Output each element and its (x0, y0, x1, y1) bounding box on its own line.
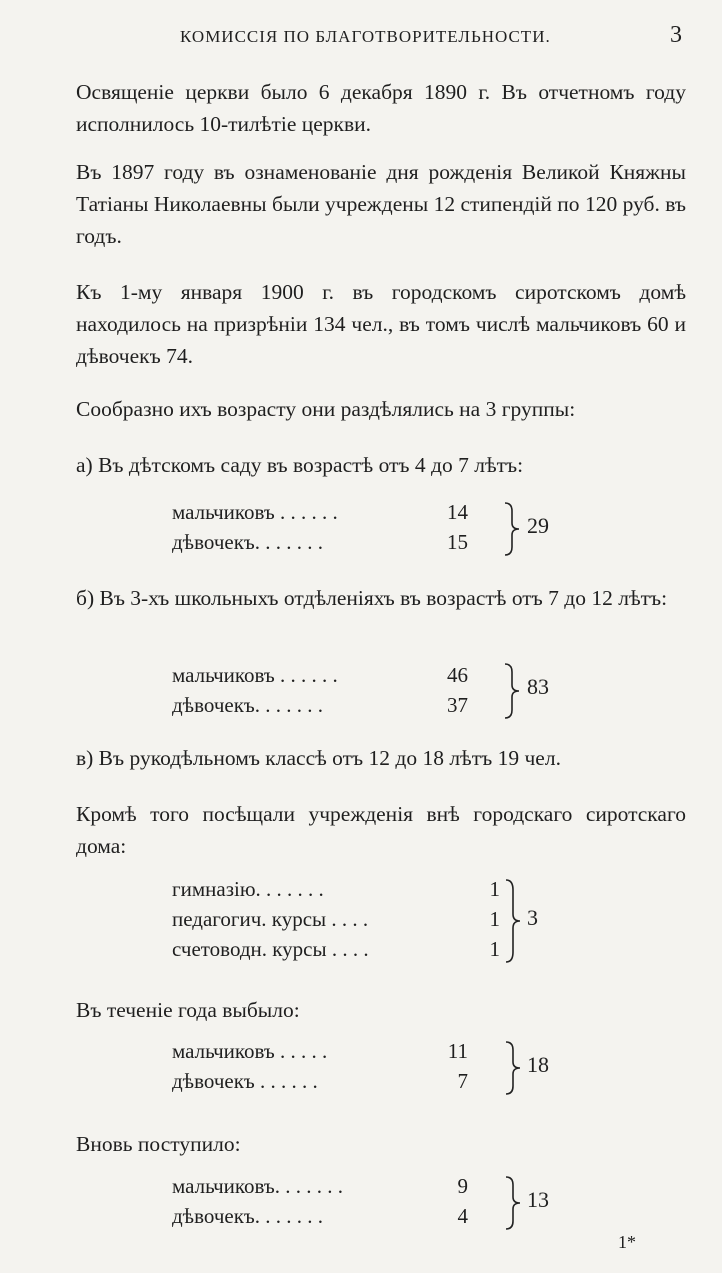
paragraph-external-institutions (36, 798, 686, 862)
count-value: 14 (447, 500, 468, 524)
count-row (172, 904, 500, 934)
count-label: счетоводн. курсы . . . . (172, 937, 369, 961)
page-number: 3 (670, 22, 682, 48)
paragraph-text: Въ 1897 году въ ознаменованіе дня рожденія Великой Княжны Татіаны Николаевны были учреждены 12 стипендій по 120 руб. въ годъ. (76, 160, 686, 248)
count-label: мальчиковъ . . . . . (172, 1039, 328, 1063)
count-value: 46 (447, 663, 468, 687)
count-label: гимназію. . . . . . . (172, 877, 324, 901)
count-value: 1 (489, 907, 500, 931)
paragraph-departed (36, 994, 686, 1026)
count-value: 37 (447, 693, 468, 717)
count-row (172, 1036, 468, 1066)
running-header: КОМИССІЯ ПО БЛАГОТВОРИТЕЛЬНОСТИ. (180, 27, 551, 46)
paragraph-church-consecration (36, 76, 686, 140)
paragraph-text: Въ теченіе года выбыло: (76, 998, 300, 1022)
count-row (172, 690, 468, 720)
brace-symbol (502, 1040, 526, 1096)
count-row (172, 874, 500, 904)
paragraph-group-c (36, 742, 686, 774)
paragraph-group-b (36, 582, 686, 614)
count-label: мальчиковъ . . . . . . (172, 663, 338, 687)
count-value: 9 (457, 1174, 468, 1198)
brace-symbol (501, 662, 525, 720)
count-label: дѣвочекъ . . . . . . (172, 1069, 318, 1093)
count-label: дѣвочекъ. . . . . . . (172, 530, 324, 554)
count-label: дѣвочекъ. . . . . . . (172, 1204, 324, 1228)
count-value: 4 (457, 1204, 468, 1228)
brace-symbol (502, 878, 526, 964)
count-row (172, 1201, 468, 1231)
paragraph-text: Къ 1-му января 1900 г. въ городскомъ сиротскомъ домѣ находилось на призрѣніи 134 чел., въ томъ числѣ мальчиковъ 60 и дѣвочекъ 74. (76, 280, 686, 368)
signature-mark: 1* (618, 1232, 636, 1252)
count-label: мальчиковъ. . . . . . . (172, 1174, 344, 1198)
count-value: 15 (447, 530, 468, 554)
paragraph-orphanage-count (36, 276, 686, 372)
count-label: дѣвочекъ. . . . . . . (172, 693, 324, 717)
paragraph-text: б) Въ 3-хъ школьныхъ отдѣленіяхъ въ возрастѣ отъ 7 до 12 лѣтъ: (76, 586, 668, 610)
count-row (172, 1066, 468, 1096)
paragraph-stipends (36, 156, 686, 252)
paragraph-text: Сообразно ихъ возрасту они раздѣлялись на 3 группы: (76, 397, 576, 421)
brace-symbol (501, 501, 525, 557)
count-row (172, 527, 468, 557)
paragraph-admitted (36, 1128, 686, 1160)
count-value: 11 (447, 1039, 468, 1063)
count-row (172, 497, 468, 527)
group-total: 83 (527, 674, 549, 699)
paragraph-text: в) Въ рукодѣльномъ классѣ отъ 12 до 18 лѣтъ 19 чел. (76, 746, 561, 770)
paragraph-text: Кромѣ того посѣщали учрежденія внѣ городскаго сиротскаго дома: (76, 802, 686, 858)
group-total: 13 (527, 1187, 549, 1212)
count-value: 7 (457, 1069, 468, 1093)
paragraph-group-a (36, 449, 686, 481)
paragraph-text: Вновь поступило: (76, 1132, 241, 1156)
count-label: педагогич. курсы . . . . (172, 907, 369, 931)
brace-symbol (502, 1175, 526, 1231)
count-value: 1 (489, 937, 500, 961)
group-total: 3 (527, 905, 538, 930)
group-total: 29 (527, 513, 549, 538)
paragraph-groups-intro (36, 393, 686, 425)
paragraph-text: Освященіе церкви было 6 декабря 1890 г. Въ отчетномъ году исполнилось 10-тилѣтіе церкви. (76, 80, 686, 136)
paragraph-text: а) Въ дѣтскомъ саду въ возрастѣ отъ 4 до 7 лѣтъ: (76, 453, 524, 477)
count-row (172, 934, 500, 964)
count-row (172, 660, 468, 690)
group-total: 18 (527, 1052, 549, 1077)
count-label: мальчиковъ . . . . . . (172, 500, 338, 524)
count-row (172, 1171, 468, 1201)
count-value: 1 (489, 877, 500, 901)
